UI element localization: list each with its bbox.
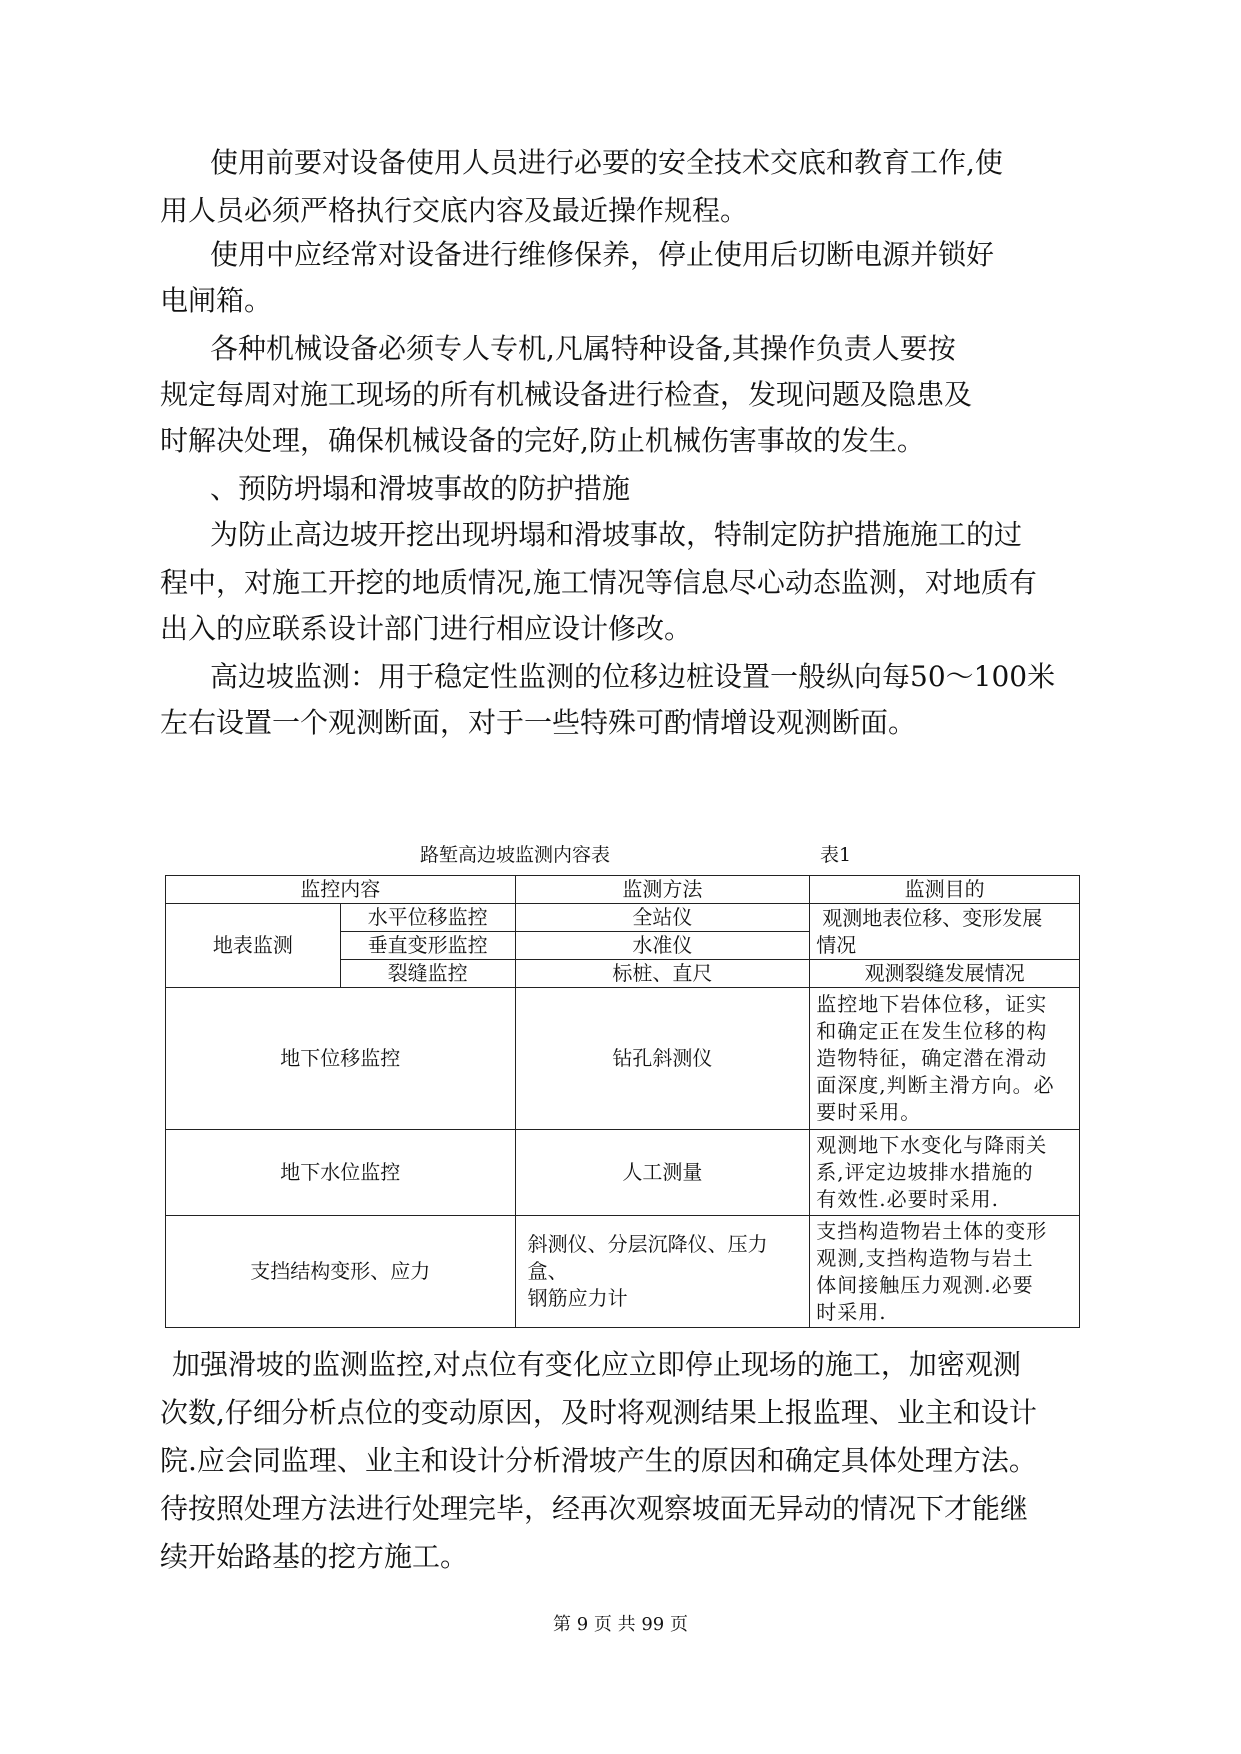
purpose-line: 要时采用。 — [816, 1100, 922, 1124]
paragraph-line: 左右设置一个观测断面，对于一些特殊可酌情增设观测断面。 — [160, 706, 917, 739]
purpose-line: 面深度,判断主滑方向。必 — [816, 1073, 1055, 1097]
method-line: 钢筋应力计 — [527, 1286, 628, 1310]
item-cell: 裂缝监控 — [340, 960, 515, 988]
item-cell: 地下水位监控 — [166, 1130, 516, 1216]
purpose-line: 观测地表位移、变形发展 — [822, 905, 1043, 930]
paragraph-line: 用人员必须严格执行交底内容及最近操作规程。 — [160, 194, 749, 227]
purpose-line: 时采用. — [816, 1299, 887, 1324]
method-cell: 全站仪 — [515, 904, 810, 932]
paragraph-line: 使用前要对设备使用人员进行必要的安全技术交底和教育工作,使 — [210, 146, 1003, 179]
purpose-line: 观测地下水变化与降雨关 — [816, 1133, 1048, 1157]
paragraph-line: 待按照处理方法进行处理完毕，经再次观察坡面无异动的情况下才能继 — [160, 1492, 1029, 1525]
item-cell: 垂直变形监控 — [340, 932, 515, 960]
purpose-line: 情况 — [816, 932, 857, 957]
header-cell: 监测目的 — [810, 876, 1080, 904]
paragraph-line: 使用中应经常对设备进行维修保养，停止使用后切断电源并锁好 — [210, 238, 995, 271]
purpose-line: 监控地下岩体位移，证实 — [816, 992, 1048, 1016]
paragraph-line: 高边坡监测：用于稳定性监测的位移边桩设置一般纵向每50～100米 — [210, 660, 1056, 693]
table-row — [166, 1216, 1080, 1328]
paragraph-line: 时解决处理，确保机械设备的完好,防止机械伤害事故的发生。 — [160, 424, 925, 457]
paragraph-line: 续开始路基的挖方施工。 — [160, 1540, 469, 1573]
paragraph-line: 为防止高边坡开挖出现坍塌和滑坡事故，特制定防护措施施工的过 — [210, 518, 1023, 551]
paragraph-line: 电闸箱。 — [160, 284, 273, 317]
paragraph-line: 各种机械设备必须专人专机,凡属特种设备,其操作负责人要按 — [210, 332, 956, 365]
table-header-row — [166, 876, 1080, 904]
purpose-cell — [810, 1130, 1080, 1216]
header-cell: 监测方法 — [515, 876, 810, 904]
purpose-line: 系,评定边坡排水措施的 — [816, 1160, 1034, 1184]
purpose-line: 支挡构造物岩土体的变形 — [816, 1218, 1048, 1243]
section-heading: 、预防坍塌和滑坡事故的防护措施 — [210, 472, 631, 505]
purpose-line: 体间接触压力观测.必要 — [816, 1272, 1034, 1297]
purpose-cell — [810, 988, 1080, 1130]
item-cell: 地下位移监控 — [166, 988, 516, 1130]
monitoring-table — [165, 875, 1080, 1328]
method-cell: 水准仪 — [515, 932, 810, 960]
paragraph-line: 院.应会同监理、业主和设计分析滑坡产生的原因和确定具体处理方法。 — [160, 1444, 1037, 1477]
method-cell: 钻孔斜测仪 — [515, 988, 810, 1130]
item-cell: 支挡结构变形、应力 — [166, 1216, 516, 1328]
paragraph-line: 规定每周对施工现场的所有机械设备进行检查，发现问题及隐患及 — [160, 378, 973, 411]
method-cell: 标桩、直尺 — [515, 960, 810, 988]
paragraph-line: 出入的应联系设计部门进行相应设计修改。 — [160, 612, 693, 645]
method-cell: 人工测量 — [515, 1130, 810, 1216]
header-cell: 监控内容 — [166, 876, 516, 904]
purpose-cell — [810, 1216, 1080, 1328]
purpose-line: 有效性.必要时采用. — [816, 1187, 999, 1211]
purpose-line: 和确定正在发生位移的构 — [816, 1019, 1048, 1043]
group-cell: 地表监测 — [166, 904, 341, 988]
paragraph-line: 程中，对施工开挖的地质情况,施工情况等信息尽心动态监测，对地质有 — [160, 566, 1037, 599]
page-footer: 第 9 页 共 99 页 — [553, 1614, 688, 1635]
table-row — [166, 904, 1080, 932]
paragraph-line: 次数,仔细分析点位的变动原因，及时将观测结果上报监理、业主和设计 — [160, 1396, 1037, 1429]
table-caption: 路堑高边坡监测内容表 — [420, 844, 611, 866]
purpose-cell — [810, 904, 1080, 960]
method-cell — [515, 1216, 810, 1328]
table-number: 表1 — [820, 844, 852, 866]
purpose-line: 造物特征，确定潜在滑动 — [816, 1046, 1048, 1070]
item-cell: 水平位移监控 — [340, 904, 515, 932]
table-row — [166, 1130, 1080, 1216]
paragraph-line: 加强滑坡的监测监控,对点位有变化应立即停止现场的施工，加密观测 — [172, 1348, 1021, 1381]
table-row — [166, 988, 1080, 1130]
purpose-line: 观测,支挡构造物与岩土 — [816, 1245, 1034, 1270]
method-line: 斜测仪、分层沉降仪、压力盒、 — [527, 1232, 768, 1283]
purpose-cell: 观测裂缝发展情况 — [810, 960, 1080, 988]
